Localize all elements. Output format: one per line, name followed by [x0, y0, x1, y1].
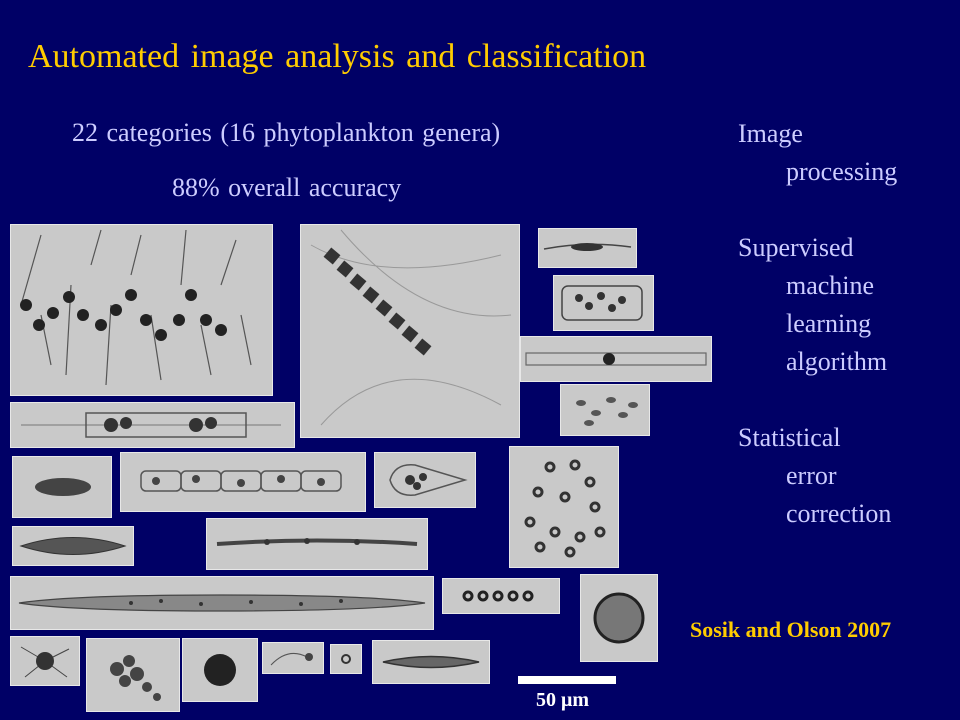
bullet-heading: Statistical [738, 423, 841, 452]
scale-bar [518, 676, 616, 684]
micrograph-boat-cell [372, 640, 490, 684]
micrograph-diagonal-chain [300, 224, 520, 438]
micrograph-tiny-cell [330, 644, 362, 674]
bullet-heading: Image [738, 119, 803, 148]
micrograph-chaetoceros-chain [10, 224, 273, 396]
micrograph-cone-cell [374, 452, 476, 508]
micrograph-dark-cell [182, 638, 258, 702]
micrograph-small-cells [560, 384, 650, 436]
micrograph-colony [509, 446, 619, 568]
micrograph-needle-cell [538, 228, 637, 268]
micrograph-spindle-cell [12, 456, 112, 518]
micrograph-thin-chain [206, 518, 428, 570]
scale-bar-label: 50 μm [536, 689, 589, 711]
micrograph-segmented-chain [120, 452, 366, 512]
micrograph-spiny-cell [10, 636, 80, 686]
bullet-heading: Supervised [738, 233, 854, 262]
micrograph-round-cell [580, 574, 658, 662]
micrograph-long-rod [520, 336, 712, 382]
micrograph-long-spindle [10, 576, 434, 630]
micrograph-bead-chain [442, 578, 560, 614]
bullet-list [738, 115, 897, 533]
bullet-subline: learning [786, 309, 872, 338]
micrograph-paired-cells [10, 402, 295, 448]
citation: Sosik and Olson 2007 [690, 617, 892, 642]
micrograph-lens-cell [12, 526, 134, 566]
micrograph-cell-cluster [86, 638, 180, 712]
bullet-subline: error [786, 461, 837, 490]
bullet-subline: machine [786, 271, 875, 300]
micrograph-flagellate [262, 642, 324, 674]
bullet-subline: algorithm [786, 347, 888, 376]
micrograph-rect-cell [553, 275, 654, 331]
bullet-subline: correction [786, 499, 892, 528]
categories-text: 22 categories (16 phytoplankton genera) [72, 118, 501, 147]
slide-title: Automated image analysis and classification [28, 38, 647, 75]
accuracy-text: 88% overall accuracy [172, 173, 402, 202]
bullet-subline: processing [786, 157, 898, 186]
